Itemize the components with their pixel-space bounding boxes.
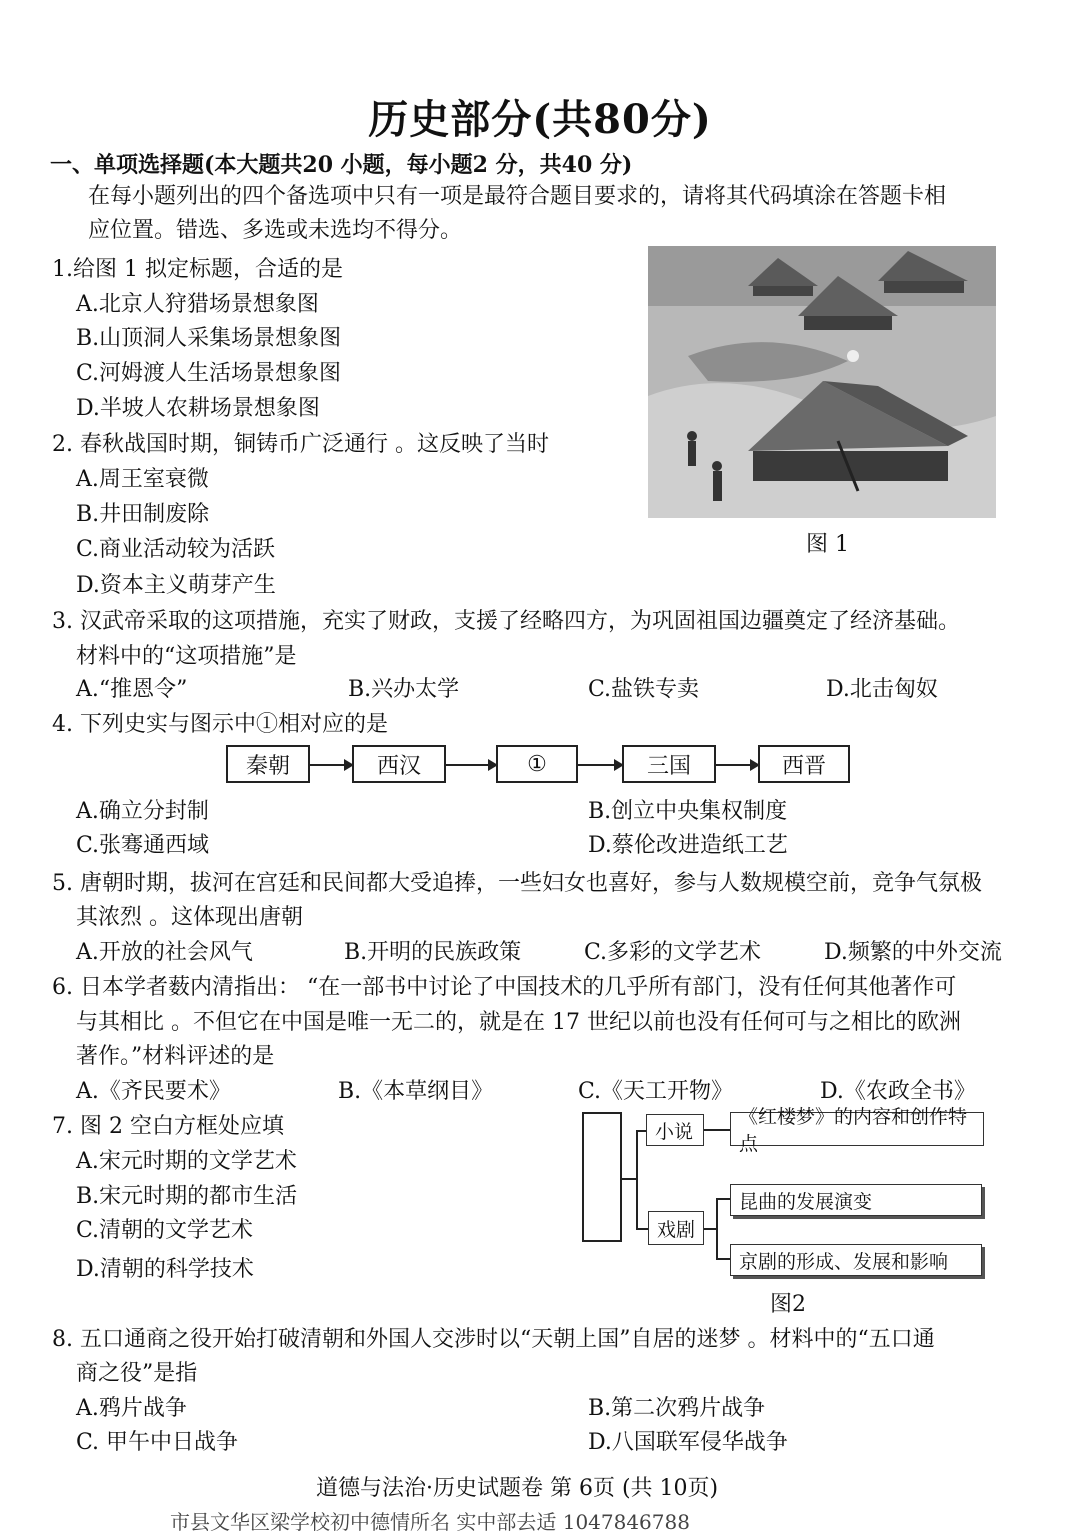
q7-stem: 7. 图 2 空白方框处应填 <box>52 1114 284 1139</box>
q2-stem: 2. 春秋战国时期，铜铸币广泛通行 。这反映了当时 <box>52 432 549 457</box>
q8-option-d: D.八国联军侵华战争 <box>588 1430 788 1455</box>
fig2-drama-detail-1: 昆曲的发展演变 <box>730 1184 982 1216</box>
q1-option-a: A.北京人狩猎场景想象图 <box>76 292 319 317</box>
q5-stem-line1: 5. 唐朝时期，拔河在宫廷和民间都大受追捧，一些妇女也喜好，参与人数规模空前，竞争气氛极 <box>52 871 982 896</box>
q6-option-a: A.《齐民要术》 <box>76 1079 231 1104</box>
q7-option-d: D.清朝的科学技术 <box>76 1257 254 1282</box>
q4-option-b: B.创立中央集权制度 <box>588 799 788 824</box>
fig2-connector <box>716 1198 718 1260</box>
q5-option-c: C.多彩的文学艺术 <box>584 940 762 965</box>
q7-option-b: B.宋元时期的都市生活 <box>76 1184 298 1209</box>
q6-option-b: B.《本草纲目》 <box>338 1079 494 1104</box>
q4-option-d: D.蔡伦改进造纸工艺 <box>588 833 788 858</box>
q5-option-b: B.开明的民族政策 <box>344 940 522 965</box>
flow-box-sanguo: 三国 <box>622 745 716 783</box>
flow-arrow <box>310 764 352 766</box>
q3-option-b: B.兴办太学 <box>348 677 460 702</box>
q6-stem-line2: 与其相比 。不但它在中国是唯一无二的，就是在 17 世纪以前也没有任何可与之相比的欧洲 <box>76 1010 961 1035</box>
flow-box-blank: ① <box>496 745 578 783</box>
q6-option-d: D.《农政全书》 <box>820 1079 976 1104</box>
figure2-caption: 图2 <box>770 1292 806 1317</box>
section-heading: 一、单项选择题(本大题共20 小题，每小题2 分，共40 分) <box>50 152 633 178</box>
page-title: 历史部分(共80分) <box>368 96 712 143</box>
q2-option-a: A.周王室衰微 <box>76 467 209 492</box>
fig2-connector <box>622 1178 636 1180</box>
flow-box-xihan: 西汉 <box>352 745 446 783</box>
q8-option-c: C. 甲午中日战争 <box>76 1430 239 1455</box>
fig2-connector <box>636 1130 646 1132</box>
q7-option-a: A.宋元时期的文学艺术 <box>76 1149 297 1174</box>
q3-option-d: D.北击匈奴 <box>826 677 938 702</box>
q1-stem: 1.给图 1 拟定标题，合适的是 <box>52 257 343 282</box>
fig2-connector <box>716 1198 730 1200</box>
fig2-connector <box>704 1129 730 1131</box>
q1-option-b: B.山顶洞人采集场景想象图 <box>76 326 342 351</box>
fig2-blank-left <box>582 1112 584 1242</box>
flow-arrow <box>578 764 622 766</box>
q2-option-c: C.商业活动较为活跃 <box>76 537 276 562</box>
q5-option-a: A.开放的社会风气 <box>76 940 253 965</box>
figure1-caption: 图 1 <box>806 532 849 557</box>
q2-option-d: D.资本主义萌芽产生 <box>76 573 276 598</box>
q8-option-a: A.鸦片战争 <box>76 1396 187 1421</box>
fig2-novel-box: 小说 <box>646 1114 704 1146</box>
q5-stem-line2: 其浓烈 。这体现出唐朝 <box>76 905 303 930</box>
flow-box-xijin: 西晋 <box>758 745 850 783</box>
q4-stem: 4. 下列史实与图示中①相对应的是 <box>52 712 388 737</box>
flow-arrow <box>446 764 496 766</box>
q3-option-a: A.“推恩令” <box>76 677 188 702</box>
prehistoric-village-illustration-icon <box>648 246 996 518</box>
q6-stem-line3: 著作。”材料评述的是 <box>76 1044 275 1069</box>
q6-stem-line1: 6. 日本学者薮内清指出： “在一部书中讨论了中国技术的几乎所有部门，没有任何其他著作可 <box>52 975 957 1000</box>
q1-option-d: D.半坡人农耕场景想象图 <box>76 396 320 421</box>
q4-option-c: C.张骞通西域 <box>76 833 210 858</box>
fig2-drama-box: 戏剧 <box>648 1211 704 1245</box>
flow-box-qin: 秦朝 <box>226 745 310 783</box>
q4-option-a: A.确立分封制 <box>76 799 209 824</box>
q8-stem-line1: 8. 五口通商之役开始打破清朝和外国人交涉时以“天朝上国”自居的迷梦 。材料中的“五口通 <box>52 1327 935 1352</box>
q3-stem-line1: 3. 汉武帝采取的这项措施，充实了财政，支援了经略四方，为巩固祖国边疆奠定了经济基础。 <box>52 609 960 634</box>
page-footer: 道德与法治·历史试题卷 第 6页 (共 10页) <box>316 1476 719 1501</box>
fig2-connector <box>636 1228 648 1230</box>
q2-option-b: B.井田制废除 <box>76 502 210 527</box>
q6-option-c: C.《天工开物》 <box>578 1079 734 1104</box>
fig2-novel-detail: 《红楼梦》的内容和创作特点 <box>730 1112 984 1146</box>
q8-stem-line2: 商之役”是指 <box>76 1361 198 1386</box>
fig2-blank-right <box>620 1112 622 1242</box>
cutoff-text: 市县文华区梁学校初中德情所名 实中部去适 1047846788 <box>170 1510 690 1534</box>
fig2-drama-detail-2: 京剧的形成、发展和影响 <box>730 1244 982 1276</box>
fig2-connector <box>716 1258 730 1260</box>
fig2-blank-bottom <box>582 1240 622 1242</box>
q7-option-c: C.清朝的文学艺术 <box>76 1218 254 1243</box>
q3-stem-line2: 材料中的“这项措施”是 <box>76 644 297 669</box>
q5-option-d: D.频繁的中外交流 <box>824 940 1002 965</box>
fig2-connector <box>636 1130 638 1230</box>
instruction-line-1: 在每小题列出的四个备选项中只有一项是最符合题目要求的，请将其代码填涂在答题卡相 <box>88 184 947 209</box>
q3-option-c: C.盐铁专卖 <box>588 677 700 702</box>
flow-arrow <box>716 764 758 766</box>
q1-option-c: C.河姆渡人生活场景想象图 <box>76 361 342 386</box>
q8-option-b: B.第二次鸦片战争 <box>588 1396 766 1421</box>
fig2-blank-top <box>582 1112 622 1114</box>
instruction-line-2: 应位置。错选、多选或未选均不得分。 <box>88 218 463 243</box>
figure1-image <box>648 246 996 518</box>
